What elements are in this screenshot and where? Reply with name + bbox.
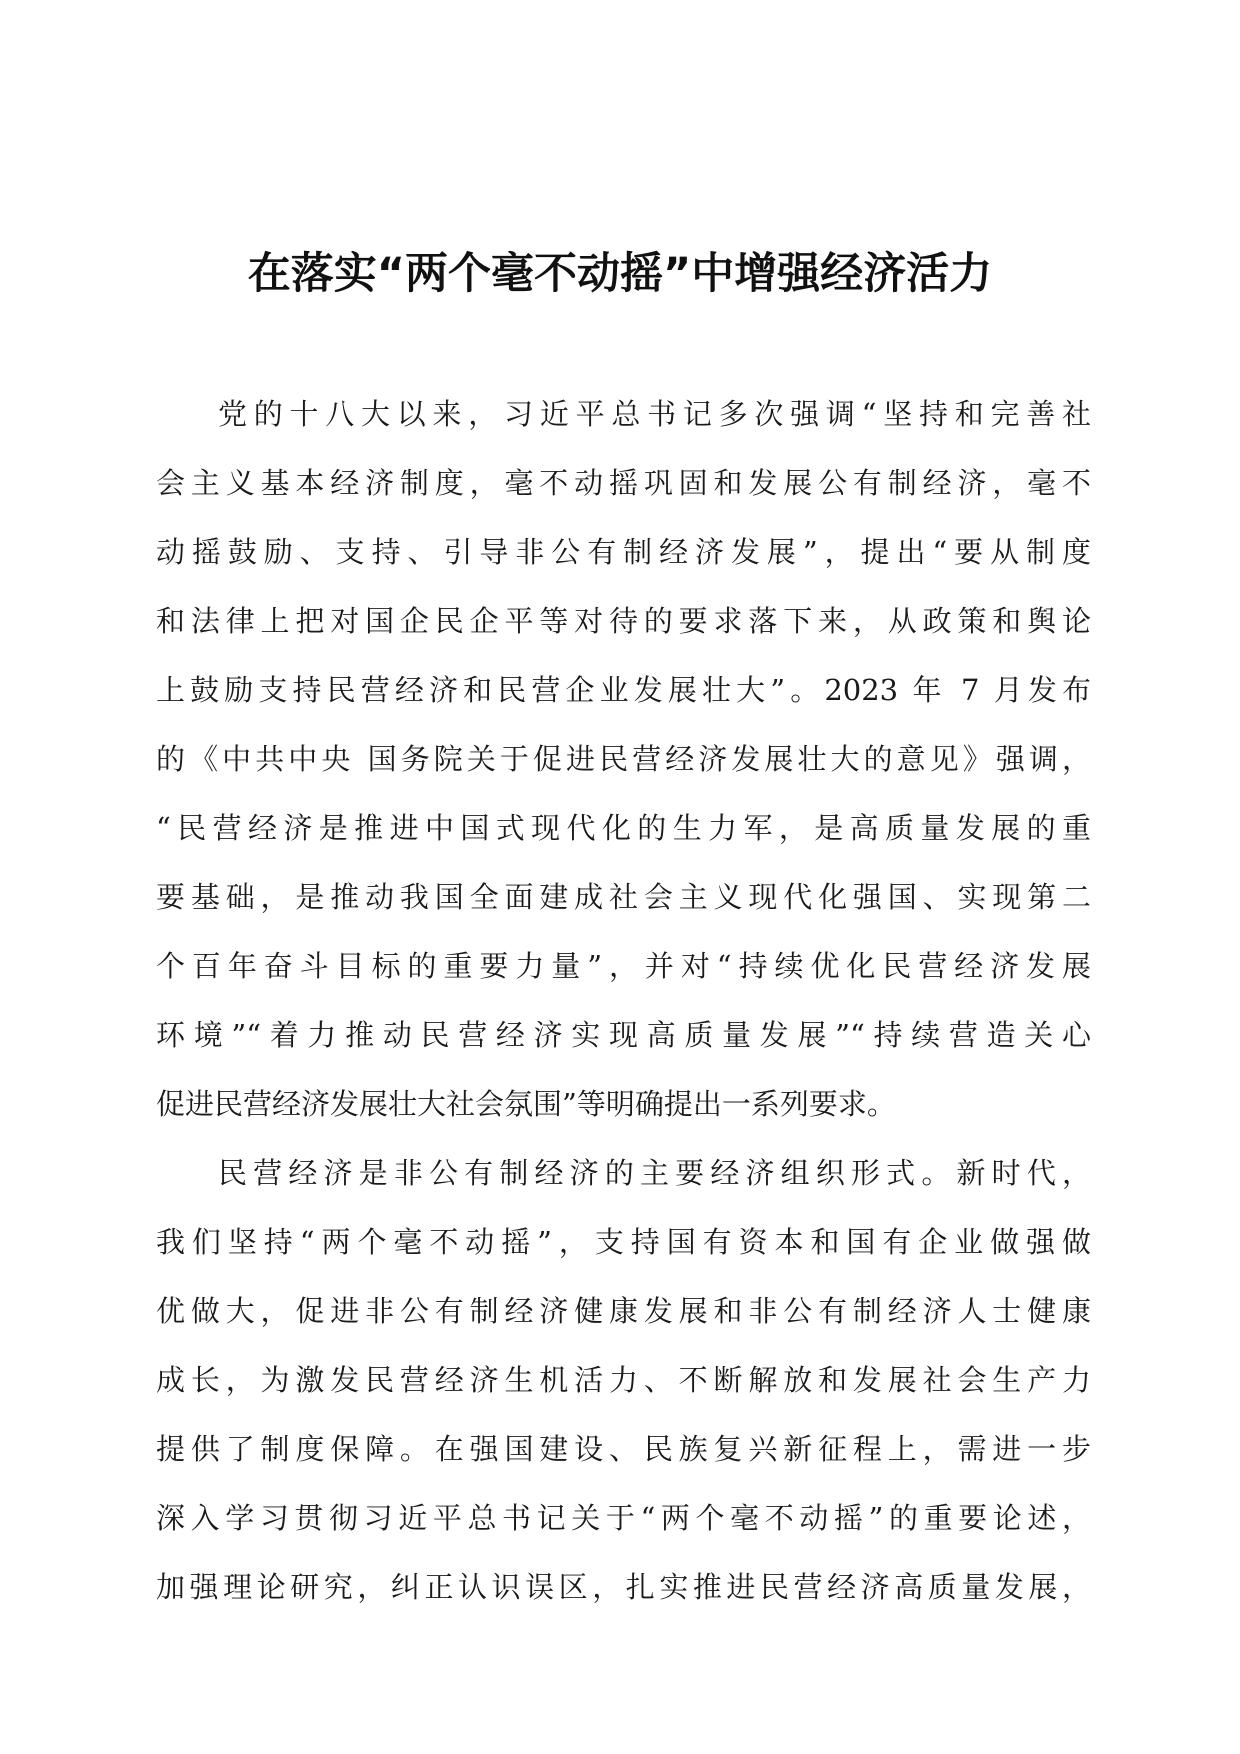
paragraph-line: 的《中共中央 国务院关于促进民营经济发展壮大的意见》强调， (156, 742, 1091, 776)
paragraph-line: 成长，为激发民营经济生机活力、不断解放和发展社会生产力 (156, 1363, 1091, 1397)
paragraph-line: 会主义基本经济制度，毫不动摇巩固和发展公有制经济，毫不 (156, 466, 1091, 500)
paragraph-line: 促进民营经济发展壮大社会氛围”等明确提出一系列要求。 (156, 1087, 896, 1121)
paragraph-line: 环境”“着力推动民营经济实现高质量发展”“持续营造关心 (156, 1018, 1091, 1052)
paragraph-2 (156, 1139, 1091, 1622)
paragraph-line: 个百年奋斗目标的重要力量”，并对“持续优化民营经济发展 (156, 949, 1091, 983)
paragraph-line: 党的十八大以来，习近平总书记多次强调“坚持和完善社 (218, 397, 1091, 431)
paragraph-line: 深入学习贯彻习近平总书记关于“两个毫不动摇”的重要论述， (156, 1501, 1091, 1535)
paragraph-1 (156, 380, 1091, 1139)
document-title: 在落实“两个毫不动摇”中增强经济活力 (247, 249, 993, 299)
paragraph-line: 提供了制度保障。在强国建设、民族复兴新征程上，需进一步 (156, 1432, 1091, 1466)
paragraph-line: “民营经济是推进中国式现代化的生力军，是高质量发展的重 (156, 811, 1091, 845)
paragraph-line: 优做大，促进非公有制经济健康发展和非公有制经济人士健康 (156, 1294, 1091, 1328)
paragraph-line: 动摇鼓励、支持、引导非公有制经济发展”，提出“要从制度 (156, 535, 1091, 569)
paragraph-line: 我们坚持“两个毫不动摇”，支持国有资本和国有企业做强做 (156, 1225, 1091, 1259)
paragraph-line: 加强理论研究，纠正认识误区，扎实推进民营经济高质量发展， (156, 1570, 1091, 1604)
paragraph-line: 上鼓励支持民营经济和民营企业发展壮大”。2023 年 7 月发布 (156, 673, 1091, 707)
paragraph-line: 要基础，是推动我国全面建成社会主义现代化强国、实现第二 (156, 880, 1091, 914)
paragraph-line: 和法律上把对国企民企平等对待的要求落下来，从政策和舆论 (156, 604, 1091, 638)
paragraph-line: 民营经济是非公有制经济的主要经济组织形式。新时代， (218, 1156, 1091, 1190)
document-body (156, 380, 1091, 1622)
